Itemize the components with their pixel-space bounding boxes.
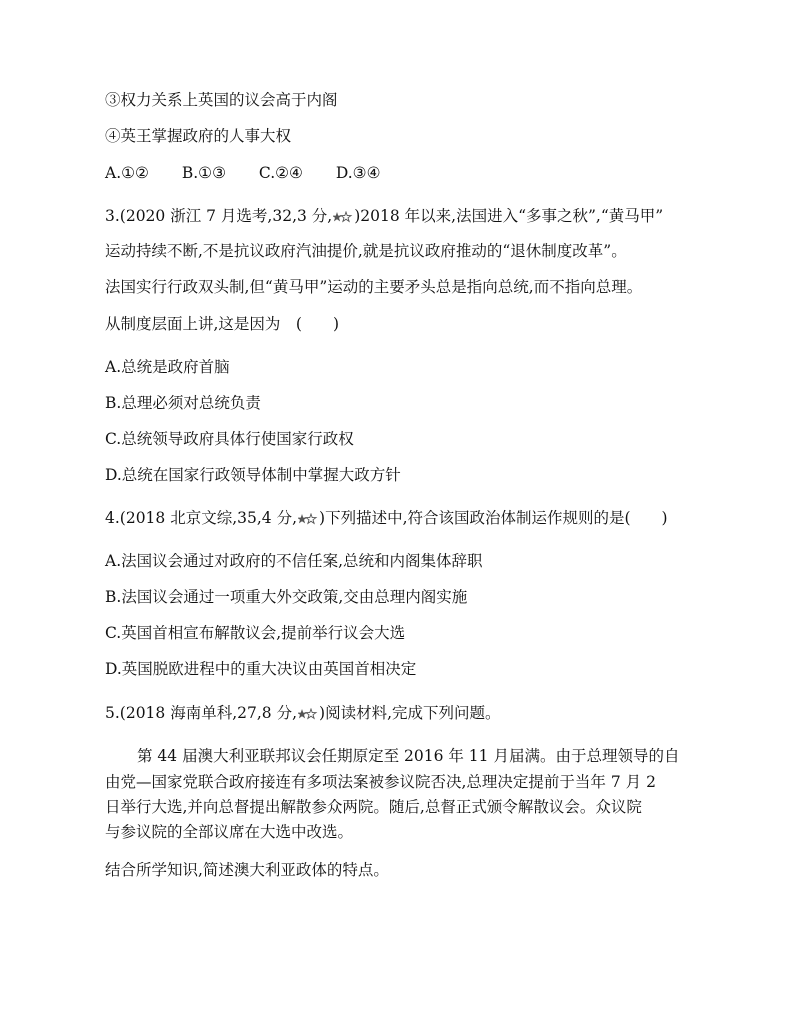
- q5-material-line-1: 第 44 届澳大利亚联邦议会任期原定至 2016 年 11 月届满。由于总理领导的自: [137, 747, 680, 765]
- q2-option-a: A.①②: [105, 164, 149, 182]
- difficulty-stars-icon: [333, 211, 353, 223]
- q2-options: [105, 163, 380, 183]
- q5-stem-tail: )阅读材料,完成下列问题。: [319, 704, 501, 722]
- q3-stem-line-4: 从制度层面上讲,这是因为 ( ): [105, 315, 340, 333]
- q4-stem: [105, 508, 668, 528]
- q3-stem-line-1: [105, 206, 663, 226]
- q5-material-line-2: 由党—国家党联合政府接连有多项法案被参议院否决,总理决定提前于当年 7 月 2: [105, 773, 656, 791]
- difficulty-stars-icon: [298, 513, 318, 525]
- difficulty-stars-icon: [298, 708, 318, 720]
- q2-option-d: D.③④: [335, 164, 381, 182]
- q3-stem-line-3: 法国实行行政双头制,但“黄马甲”运动的主要矛头总是指向总统,而不指向总理。: [105, 278, 643, 296]
- q3-stem-tail: )2018 年以来,法国进入“多事之秋”,“黄马甲”: [354, 207, 664, 225]
- q3-source: 3.(2020 浙江 7 月选考,32,3 分,: [105, 207, 333, 225]
- q4-option-b: B.法国议会通过一项重大外交政策,交由总理内阁实施: [105, 588, 468, 606]
- q4-source: 4.(2018 北京文综,35,4 分,: [105, 509, 298, 527]
- q4-option-d: D.英国脱欧进程中的重大决议由英国首相决定: [105, 660, 417, 678]
- q3-option-b: B.总理必须对总统负责: [105, 394, 261, 412]
- q5-source: 5.(2018 海南单科,27,8 分,: [105, 704, 298, 722]
- q4-option-c: C.英国首相宣布解散议会,提前举行议会大选: [105, 624, 406, 642]
- q5-material-line-4: 与参议院的全部议席在大选中改选。: [105, 823, 354, 841]
- q3-option-a: A.总统是政府首脑: [105, 358, 230, 376]
- q2-option-c: C.②④: [258, 164, 303, 182]
- q5-material-line-3: 日举行大选,并向总督提出解散参众两院。随后,总督正式颁令解散议会。众议院: [105, 798, 642, 816]
- q4-stem-tail: )下列描述中,符合该国政治体制运作规则的是( ): [319, 509, 668, 527]
- q2-item-3: ③权力关系上英国的议会高于内阁: [105, 91, 338, 109]
- q4-option-a: A.法国议会通过对政府的不信任案,总统和内阁集体辞职: [105, 552, 483, 570]
- q5-stem: [105, 703, 501, 723]
- q2-option-b: B.①③: [181, 164, 226, 182]
- q2-item-4: ④英王掌握政府的人事大权: [105, 127, 292, 145]
- q3-option-c: C.总统领导政府具体行使国家行政权: [105, 430, 354, 448]
- q5-question: 结合所学知识,简述澳大利亚政体的特点。: [105, 861, 389, 879]
- q3-option-d: D.总统在国家行政领导体制中掌握大政方针: [105, 466, 401, 484]
- q3-stem-line-2: 运动持续不断,不是抗议政府汽油提价,就是抗议政府推动的“退休制度改革”。: [105, 242, 627, 260]
